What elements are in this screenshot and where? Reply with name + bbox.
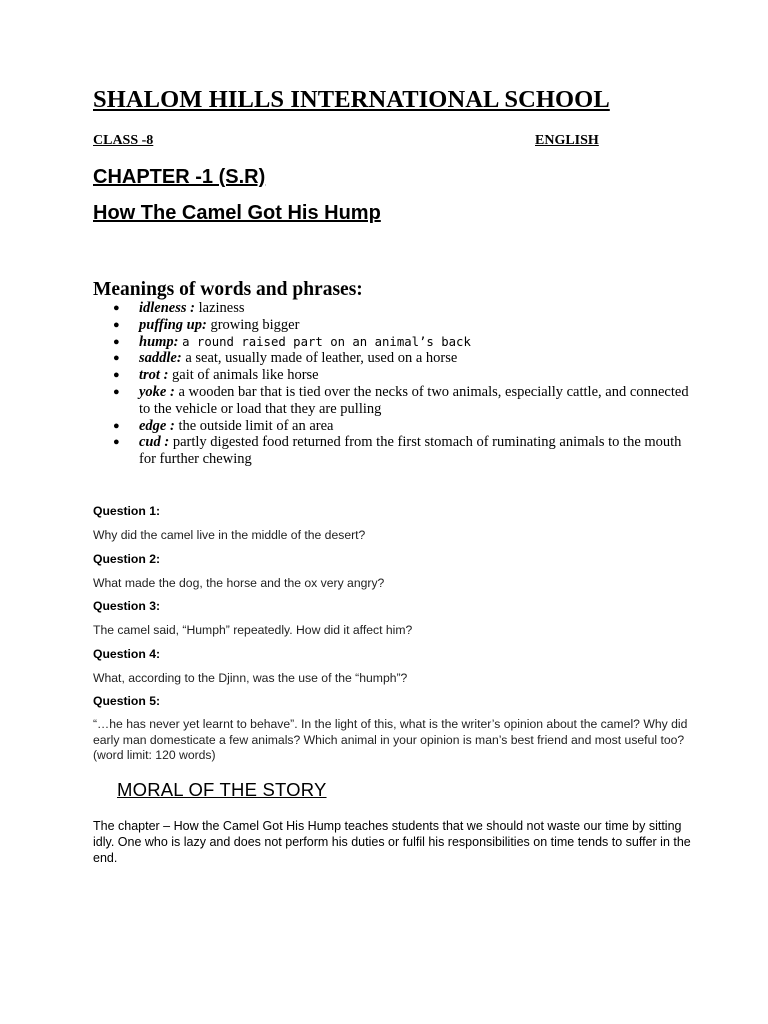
glossary-item — [93, 434, 693, 468]
question-label: Question 1: — [93, 504, 161, 518]
glossary-definition: a round raised part on an animal’s back — [182, 334, 471, 349]
bullet-icon: ● — [113, 335, 120, 348]
question-label: Question 5: — [93, 694, 161, 708]
glossary-item — [93, 317, 693, 334]
chapter-number: CHAPTER -1 (S.R) — [93, 166, 266, 188]
question-label: Question 4: — [93, 646, 161, 661]
bullet-icon: ● — [113, 369, 120, 382]
glossary-definition: a seat, usually made of leather, used on a horse — [185, 350, 458, 367]
meanings-heading: Meanings of words and phrases: — [93, 279, 363, 300]
question-text: The camel said, “Humph” repeatedly. How did it affect him? — [93, 623, 413, 637]
moral-heading: MORAL OF THE STORY — [117, 779, 327, 800]
question-label: Question 2: — [93, 551, 161, 566]
glossary-list — [93, 300, 693, 468]
glossary-definition: gait of animals like horse — [172, 367, 319, 384]
moral-paragraph: The chapter – How the Camel Got His Hump teaches students that we should not waste our time by sitting idly. One who is lazy and does not perform his duties or fulfil his responsibilities on time tends to suffer in the end. — [93, 819, 691, 865]
chapter-title: How The Camel Got His Hump — [93, 202, 381, 224]
glossary-item — [93, 350, 693, 367]
glossary-definition: partly digested food returned from the first stomach of ruminating animals to the mouth for further chewing — [139, 434, 682, 468]
questions-section — [93, 503, 693, 764]
bullet-icon: ● — [113, 318, 120, 331]
glossary-item — [93, 367, 693, 384]
bullet-icon: ● — [113, 419, 120, 432]
bullet-icon: ● — [113, 302, 120, 314]
bullet-icon: ● — [113, 385, 120, 398]
glossary-definition: growing bigger — [210, 316, 300, 333]
question-text: What made the dog, the horse and the ox very angry? — [93, 575, 385, 590]
question-text: What, according to the Djinn, was the use of the “humph”? — [93, 670, 408, 685]
bullet-icon: ● — [113, 352, 120, 365]
school-name: SHALOM HILLS INTERNATIONAL SCHOOL — [93, 86, 610, 113]
glossary-term: puffing up: — [139, 316, 207, 333]
question-text: “…he has never yet learnt to behave”. In the light of this, what is the writer’s opinion about the camel? Why did early man domesticate a few animals? Which animal in your opinion is man’s best friend and most useful too? (word limit: 120 words) — [93, 717, 688, 762]
question-text: Why did the camel live in the middle of the desert? — [93, 528, 366, 542]
bullet-icon: ● — [113, 436, 120, 449]
glossary-term: hump: — [139, 333, 179, 350]
glossary-term: edge : — [139, 417, 175, 434]
glossary-item — [93, 300, 693, 317]
glossary-definition: the outside limit of an area — [178, 417, 334, 434]
glossary-definition: a wooden bar that is tied over the necks of two animals, especially cattle, and connected to the vehicle or load that they are pulling — [139, 383, 689, 417]
glossary-item — [93, 334, 693, 351]
glossary-term: yoke : — [139, 383, 175, 400]
subject-label: ENGLISH — [535, 133, 599, 148]
question-label: Question 3: — [93, 599, 161, 613]
glossary-term: cud : — [139, 434, 170, 451]
glossary-item — [93, 418, 693, 435]
glossary-term: idleness : — [139, 300, 195, 316]
glossary-term: saddle: — [139, 350, 182, 367]
glossary-item — [93, 384, 693, 418]
glossary-definition: laziness — [198, 300, 245, 316]
glossary-term: trot : — [139, 367, 169, 384]
class-label: CLASS -8 — [93, 133, 154, 148]
